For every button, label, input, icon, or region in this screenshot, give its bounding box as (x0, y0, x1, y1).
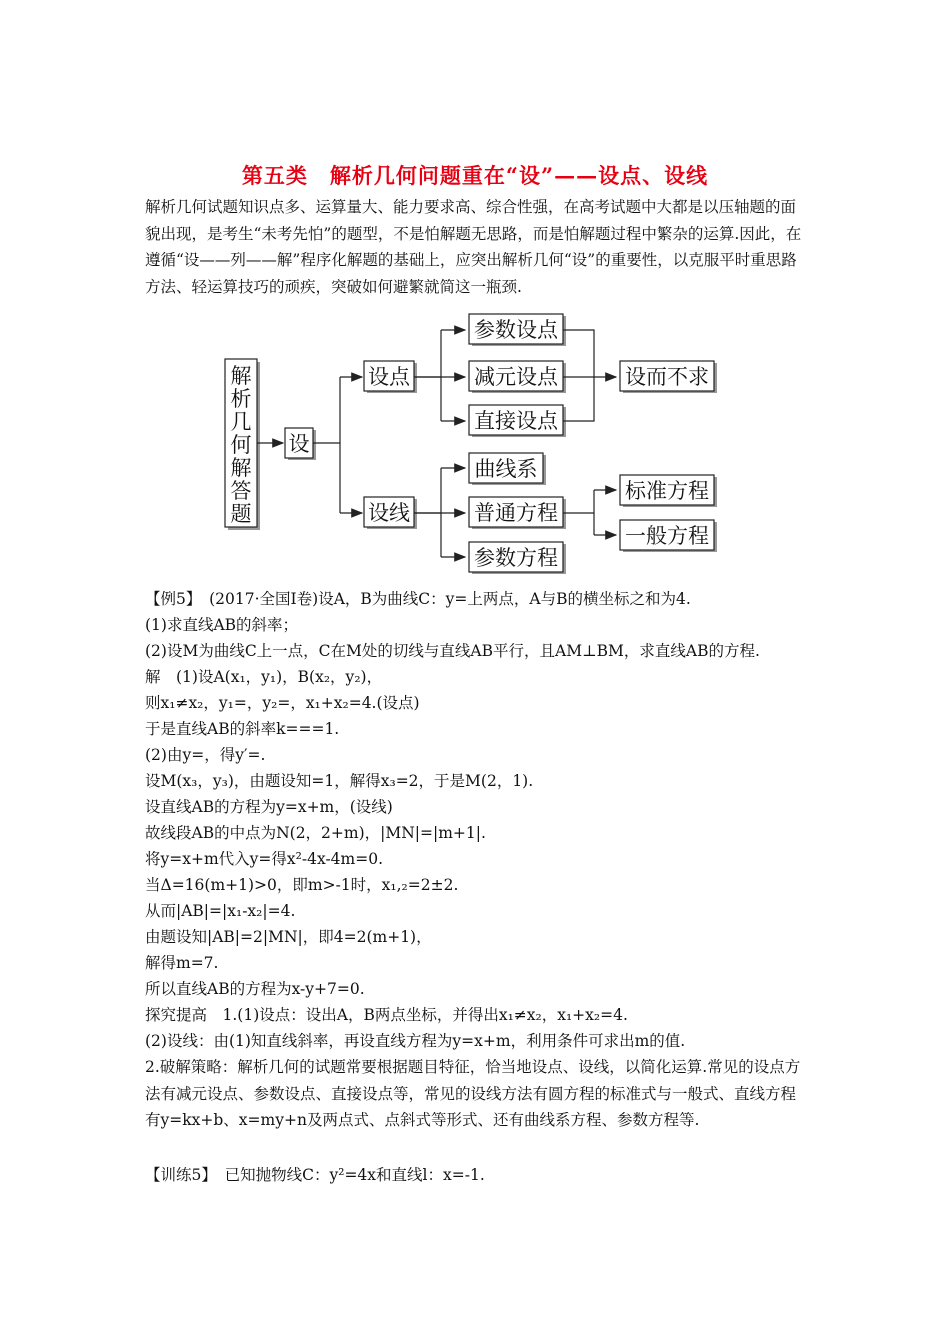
solution-line: 解 (1)设A(x₁，y₁)，B(x₂，y₂)， (145, 668, 383, 686)
intro-paragraph: 解析几何试题知识点多、运算量大、能力要求高、综合性强，在高考试题中大都是以压轴题的面貌出现，是考生“未考先怕”的题型，不是怕解题无思路，而是怕解题过程中繁杂的运算.因此，在遵循“设——列——解”程序化解题的基础上，应突出解析几何“设”的重要性，以克服平时重思路方法、轻运算技巧的顽疾，突破如何避繁就简这一瓶颈. (145, 198, 802, 296)
sheerbuqiu-label: 设而不求 (625, 365, 709, 389)
solution-line: 所以直线AB的方程为x-y+7=0. (145, 980, 365, 998)
yiban-fangcheng-label: 一般方程 (625, 524, 709, 548)
jianyuan-shedian-label: 减元设点 (474, 365, 558, 389)
root-label (231, 364, 252, 526)
canshu-fangcheng-label: 参数方程 (474, 546, 558, 570)
root-char: 解 (230, 456, 252, 480)
solution-line: 从而|AB|=|x₁-x₂|=4. (145, 902, 296, 920)
solution-line: 则x₁≠x₂，y₁=，y₂=，x₁+x₂=4.(设点) (145, 694, 420, 712)
solution-line: 由题设知|AB|=2|MN|，即4=2(m+1)， (145, 928, 432, 946)
solution-line: 设直线AB的方程为y=x+m，(设线) (145, 798, 393, 816)
putong-fangcheng-label: 普通方程 (474, 501, 558, 525)
insight-line: 探究提高 1.(1)设点：设出A，B两点坐标，并得出x₁≠x₂，x₁+x₂=4. (145, 1006, 628, 1024)
strategy-paragraph: 2.破解策略：解析几何的试题常要根据题目特征，恰当地设点、设线，以简化运算.常见的设点方法有减元设点、参数设点、直接设点等，常见的设线方法有圆方程的标准式与一般式、直线方程有y=kx+b、x=my+n及两点式、点斜式等形式、还有曲线系方程、参数方程等. (145, 1058, 801, 1129)
root-char: 析 (230, 387, 252, 411)
canshu-shedian-label: 参数设点 (474, 318, 558, 342)
solution-line: 设M(x₃，y₃)，由题设知=1，解得x₃=2，于是M(2，1). (145, 772, 534, 790)
quxianxi-label: 曲线系 (474, 457, 538, 481)
she-label: 设 (288, 432, 310, 456)
example-5-heading: 【例5】 (2017·全国Ⅰ卷)设A，B为曲线C：y=上两点，A与B的横坐标之和为4. (145, 590, 691, 608)
zhijie-shedian-label: 直接设点 (474, 409, 558, 433)
solution-line: 故线段AB的中点为N(2，2+m)，|MN|=|m+1|. (145, 824, 486, 842)
solution-line: 将y=x+m代入y=得x²-4x-4m=0. (145, 850, 384, 868)
solution-line: (2)由y=，得y′=. (145, 746, 266, 764)
solution-line: 当Δ=16(m+1)>0，即m>-1时，x₁,₂=2±2. (145, 876, 459, 894)
question-1: (1)求直线AB的斜率； (145, 616, 299, 634)
biaozhun-fangcheng-label: 标准方程 (625, 479, 709, 503)
root-char: 答 (230, 479, 252, 503)
solution-line: 解得m=7. (145, 954, 219, 972)
section-title: 第五类 解析几何问题重在“设”——设点、设线 (241, 163, 709, 188)
shexian-label: 设线 (368, 501, 410, 525)
root-char: 几 (230, 410, 252, 434)
question-2: (2)设M为曲线C上一点，C在M处的切线与直线AB平行，且AM⊥BM，求直线AB的方程. (145, 642, 760, 660)
insight-line: (2)设线：由(1)知直线斜率，再设直线方程为y=x+m，利用条件可求出m的值. (145, 1032, 686, 1050)
shedian-label: 设点 (368, 365, 410, 389)
root-char: 题 (230, 502, 252, 526)
solution-line: 于是直线AB的斜率k===1. (145, 720, 340, 738)
training-5-heading: 【训练5】 已知抛物线C：y²=4x和直线l：x=-1. (145, 1166, 485, 1184)
root-char: 解 (230, 364, 252, 388)
root-char: 何 (230, 433, 252, 457)
